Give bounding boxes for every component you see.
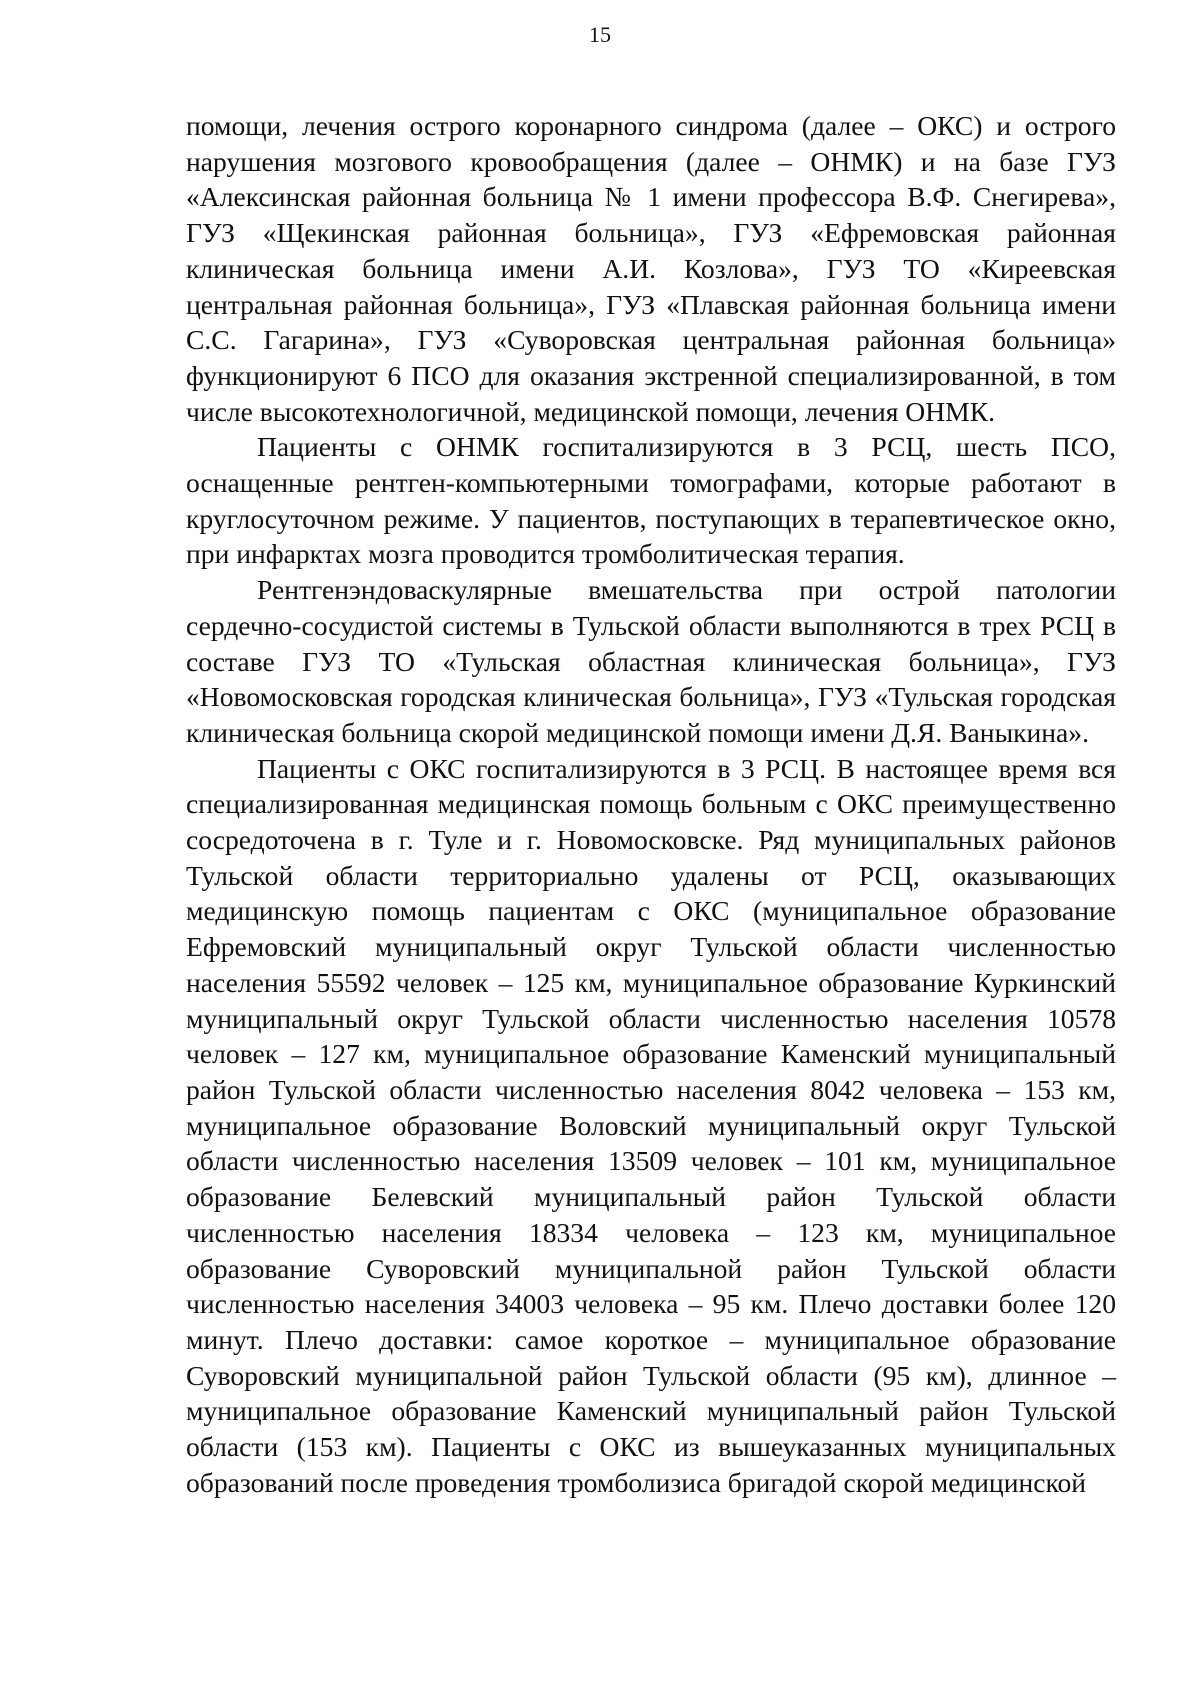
paragraph-continuation: помощи, лечения острого коронарного синдрома (далее – ОКС) и острого нарушения мозгового кровообращения (далее – ОНМК) и на базе ГУЗ «Алексинская районная больница № 1 имени профессора В.Ф. Снегирева», ГУЗ «Щекинская районная больница», ГУЗ «Ефремовская районная клиническая больница имени А.И. Козлова», ГУЗ ТО «Киреевская центральная районная больница», ГУЗ «Плавская районная больница имени С.С. Гагарина», ГУЗ «Суворовская центральная районная больница» функционируют 6 ПСО для оказания экстренной специализированной, в том числе высокотехнологичной, медицинской помощи, лечения ОНМК. — [186, 110, 1116, 427]
paragraph-oks-patients: Пациенты с ОКС госпитализируются в 3 РСЦ. В настоящее время вся специализированная медицинская помощь больным с ОКС преимущественно сосредоточена в г. Туле и г. Новомосковске. Ряд муниципальных районов Тульской области территориально удалены от РСЦ, оказывающих медицинскую помощь пациентам с ОКС (муниципальное образование Ефремовский муниципальный округ Тульской области численностью населения 55592 человек – 125 км, муниципальное образование Куркинский муниципальный округ Тульской области численностью населения 10578 человек – 127 км, муниципальное образование Каменский муниципальный район Тульской области численностью населения 8042 человека – 153 км, муниципальное образование Воловский муниципальный округ Тульской области численностью населения 13509 человек – 101 км, муниципальное образование Белевский муниципальный район Тульской области численностью населения 18334 человека – 123 км, муниципальное образование Суворовский муниципальной район Тульской области численностью населения 34003 человека – 95 км. Плечо доставки более 120 минут. Плечо доставки: самое короткое – муниципальное образование Суворовский муниципальной район Тульской области (95 км), длинное – муниципальное образование Каменский муниципальный район Тульской области (153 км). Пациенты с ОКС из вышеуказанных муниципальных образований после проведения тромболизиса бригадой скорой медицинской — [186, 752, 1116, 1498]
document-body — [186, 108, 1116, 1500]
paragraph-endovascular: Рентгенэндоваскулярные вмешательства при острой патологии сердечно-сосудистой системы в Тульской области выполняются в трех РСЦ в составе ГУЗ ТО «Тульская областная клиническая больница», ГУЗ «Новомосковская городская клиническая больница», ГУЗ «Тульская городская клиническая больница скорой медицинской помощи имени Д.Я. Ваныкина». — [186, 574, 1116, 748]
page-number: 15 — [589, 22, 611, 47]
paragraph-onmk-patients: Пациенты с ОНМК госпитализируются в 3 РСЦ, шесть ПСО, оснащенные рентген-компьютерными томографами, которые работают в круглосуточном режиме. У пациентов, поступающих в терапевтическое окно, при инфарктах мозга проводится тромболитическая терапия. — [186, 431, 1116, 570]
